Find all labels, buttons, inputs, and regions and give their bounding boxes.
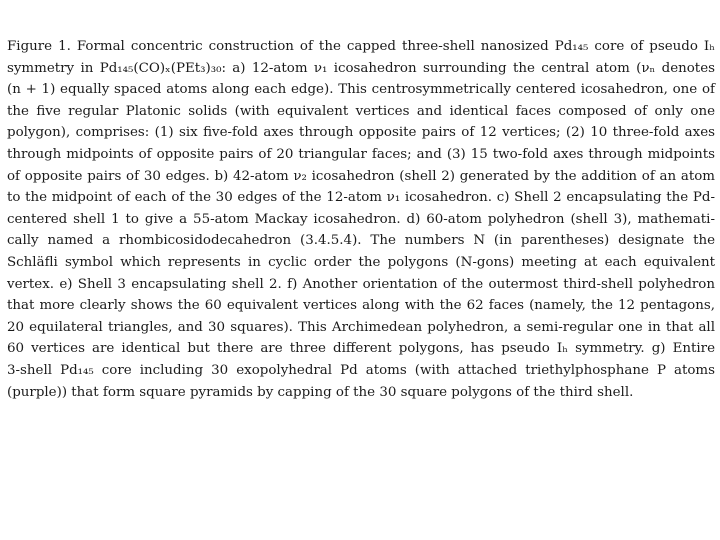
caption-line: through midpoints of opposite pairs of 20 triangular faces; and (3) 15 two-fold axes through midpoints <box>7 146 715 162</box>
caption-line: 60 vertices are identical but there are three different polygons, has pseudo Iₕ symmetry. g) Entire <box>7 341 715 357</box>
caption-line: polygon), comprises: (1) six five-fold axes through opposite pairs of 12 vertices; (2) 10 three-fold axes <box>7 125 715 141</box>
figure-caption <box>7 36 715 403</box>
caption-line: Schläfli symbol which represents in cyclic order the polygons (N-gons) meeting at each equivalent <box>7 254 715 270</box>
caption-line: centered shell 1 to give a 55-atom Mackay icosahedron. d) 60-atom polyhedron (shell 3), mathemati- <box>7 211 715 227</box>
caption-line: that more clearly shows the 60 equivalent vertices along with the 62 faces (namely, the 12 pentagons, <box>7 298 715 314</box>
caption-line: to the midpoint of each of the 30 edges of the 12-atom ν₁ icosahedron. c) Shell 2 encapsulating the Pd- <box>7 190 715 206</box>
caption-line: the five regular Platonic solids (with equivalent vertices and identical faces composed of only one <box>7 103 715 119</box>
caption-line: (n + 1) equally spaced atoms along each edge). This centrosymmetrically centered icosahedron, one of <box>7 82 715 98</box>
caption-line: Figure 1. Formal concentric construction of the capped three-shell nanosized Pd₁₄₅ core of pseudo Iₕ <box>7 39 715 54</box>
caption-line: (purple)) that form square pyramids by capping of the 30 square polygons of the third shell. <box>7 384 634 400</box>
caption-line: 20 equilateral triangles, and 30 squares). This Archimedean polyhedron, a semi-regular one in that all <box>7 319 715 335</box>
caption-line: of opposite pairs of 30 edges. b) 42-atom ν₂ icosahedron (shell 2) generated by the addition of an atom <box>7 168 715 184</box>
caption-line: cally named a rhombicosidodecahedron (3.4.5.4). The numbers N (in parentheses) designate the <box>7 233 715 249</box>
caption-line: symmetry in Pd₁₄₅(CO)ₓ(PEt₃)₃₀: a) 12-atom ν₁ icosahedron surrounding the central atom (νₙ denotes <box>7 60 715 76</box>
caption-line: vertex. e) Shell 3 encapsulating shell 2. f) Another orientation of the outermost third-shell polyhedron <box>7 276 715 292</box>
caption-line: 3-shell Pd₁₄₅ core including 30 exopolyhedral Pd atoms (with attached triethylphosphane P atoms <box>7 362 715 378</box>
